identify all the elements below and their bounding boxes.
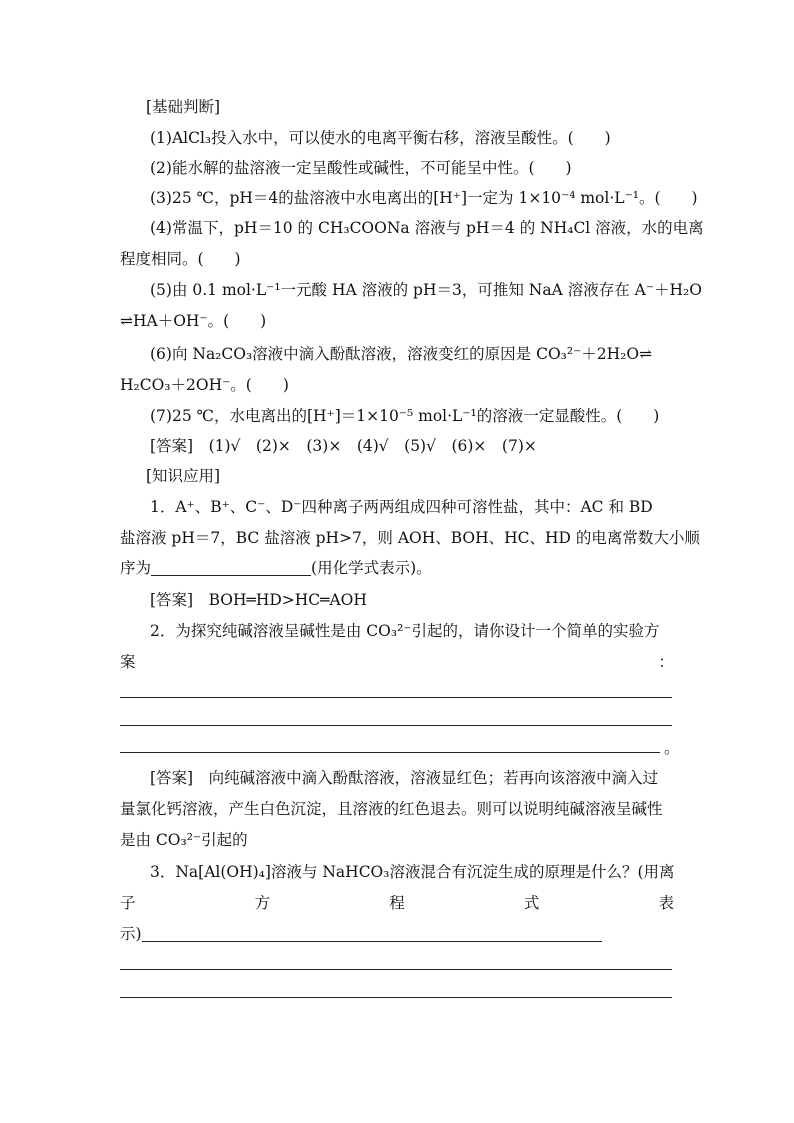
problem-1-answer: [答案] BOH═HD>HC═AOH — [150, 591, 367, 609]
problem-3-word-5: 表 — [658, 894, 674, 912]
answer-line-2c[interactable] — [120, 752, 660, 753]
problem-3-word-3: 程 — [389, 894, 405, 912]
problem-2-line2-pre: 案 — [120, 653, 136, 671]
question-3: (3)25 ℃，pH＝4的盐溶液中水电离出的[H⁺]一定为 1×10⁻⁴ mol·L⁻¹。( ) — [150, 189, 698, 207]
question-2: (2)能水解的盐溶液一定呈酸性或碱性，不可能呈中性。( ) — [150, 159, 572, 177]
problem-3-line1: 3．Na[Al(OH)₄]溶液与 NaHCO₃溶液混合有沉淀生成的原理是什么？(用离 — [150, 863, 675, 881]
problem-2-answer-line3: 是由 CO₃²⁻引起的 — [120, 831, 248, 849]
problem-3-line3 — [120, 924, 674, 944]
answer-blank-3[interactable] — [142, 925, 602, 942]
problem-2-line2-post: ： — [658, 653, 674, 671]
problem-3-line3-pre: 示) — [120, 925, 142, 943]
problem-3-word-2: 方 — [254, 894, 271, 912]
section-header-basic: [基础判断] — [146, 98, 221, 116]
question-1: (1)AlCl₃投入水中，可以使水的电离平衡右移，溶液呈酸性。( ) — [150, 129, 611, 147]
answer-blank-1[interactable] — [151, 559, 311, 576]
problem-3-word-4: 式 — [523, 894, 540, 912]
problem-2-answer-line2: 量氯化钙溶液，产生白色沉淀，且溶液的红色退去。则可以说明纯碱溶液呈碱性 — [120, 800, 663, 818]
answer-line-2b[interactable] — [120, 725, 672, 726]
problem-1-line2: 盐溶液 pH＝7，BC 盐溶液 pH>7，则 AOH、BOH、HC、HD 的电离常数大小顺 — [120, 529, 700, 547]
question-4-line1: (4)常温下，pH＝10 的 CH₃COONa 溶液与 pH＝4 的 NH₄Cl 溶液，水的电离 — [150, 219, 704, 237]
question-7: (7)25 ℃，水电离出的[H⁺]＝1×10⁻⁵ mol·L⁻¹的溶液一定显酸性。( ) — [150, 407, 660, 425]
problem-3-line2 — [120, 893, 674, 913]
question-5-line1: (5)由 0.1 mol·L⁻¹一元酸 HA 溶液的 pH＝3，可推知 NaA 溶液存在 A⁻＋H₂O — [150, 281, 702, 299]
problem-1-line3-pre: 序为 — [120, 559, 152, 577]
problem-2-end-mark: 。 — [664, 739, 680, 757]
question-5-line2: ⇌HA＋OH⁻。( ) — [120, 312, 267, 330]
section-header-application: [知识应用] — [146, 467, 221, 485]
answer-line-2a[interactable] — [120, 697, 672, 698]
question-6-line2: H₂CO₃＋2OH⁻。( ) — [120, 376, 289, 394]
problem-3-word-1: 子 — [120, 894, 136, 912]
problem-1-line1: 1．A⁺、B⁺、C⁻、D⁻四种离子两两组成四种可溶性盐，其中：AC 和 BD — [150, 498, 653, 516]
answer-basic: [答案] (1)√ (2)× (3)× (4)√ (5)√ (6)× (7)× — [150, 437, 537, 455]
question-6-line1: (6)向 Na₂CO₃溶液中滴入酚酞溶液，溶液变红的原因是 CO₃²⁻＋2H₂O⇌ — [150, 345, 653, 363]
problem-2-line2 — [120, 652, 674, 672]
problem-1-line3-post: (用化学式表示)。 — [311, 559, 432, 577]
question-4-line2: 程度相同。( ) — [120, 250, 241, 268]
answer-line-3b[interactable] — [120, 997, 672, 998]
problem-1-line3 — [120, 558, 674, 578]
problem-2-line1: 2．为探究纯碱溶液呈碱性是由 CO₃²⁻引起的，请你设计一个简单的实验方 — [150, 622, 660, 640]
problem-2-answer-line1: [答案] 向纯碱溶液中滴入酚酞溶液，溶液显红色；若再向该溶液中滴入过 — [150, 769, 659, 787]
answer-line-3a[interactable] — [120, 969, 672, 970]
